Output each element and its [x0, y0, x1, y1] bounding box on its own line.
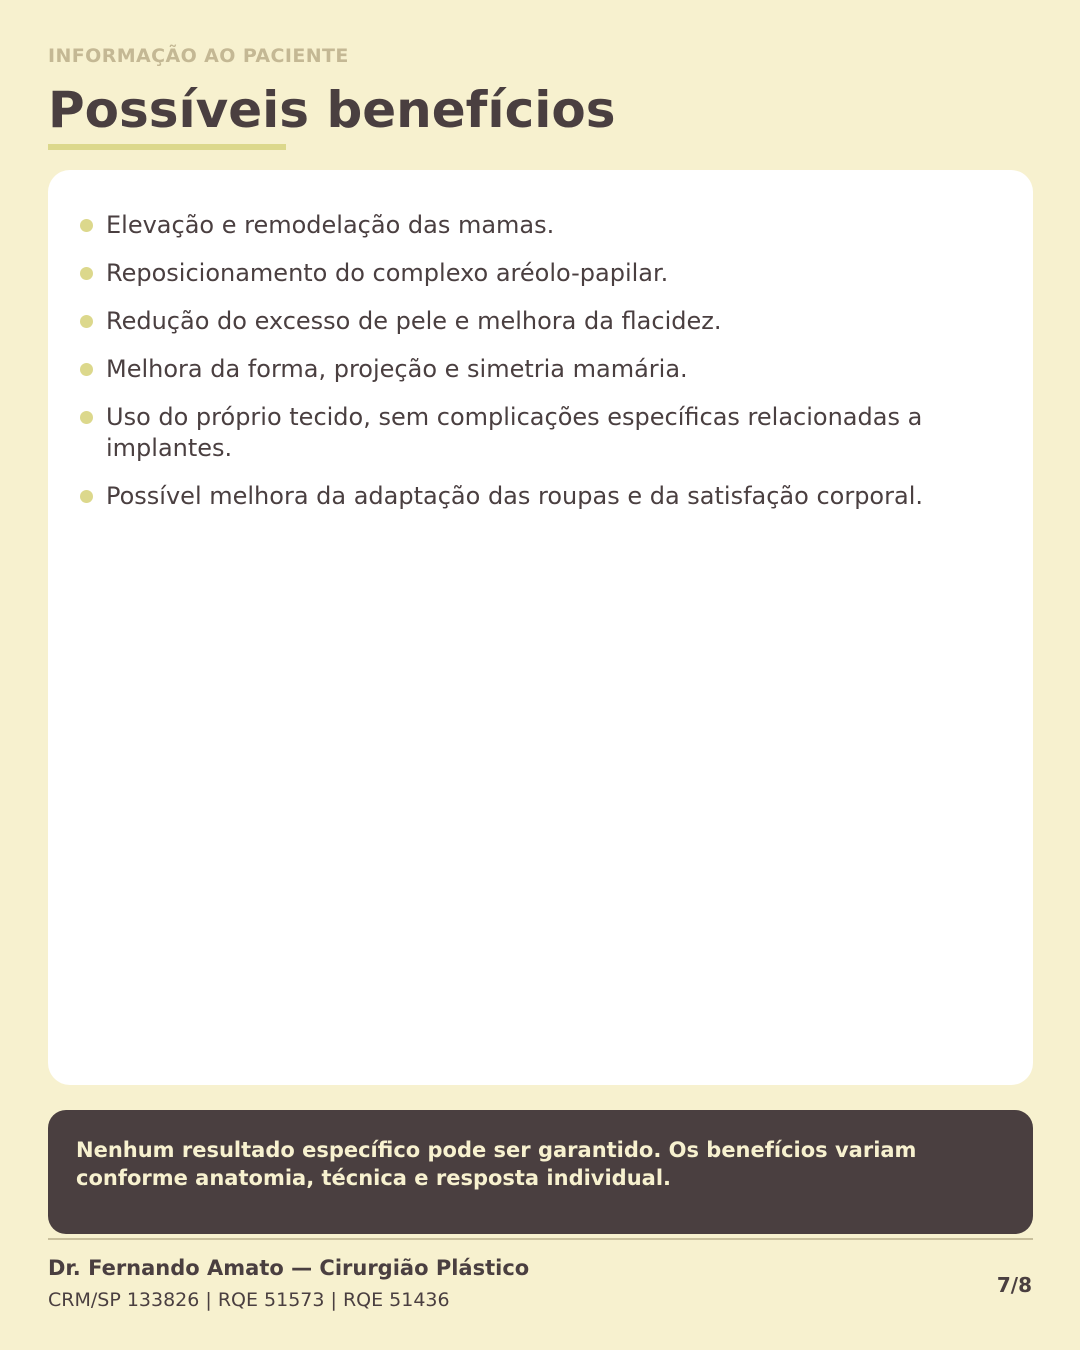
- bullet-icon: [80, 219, 93, 232]
- benefit-item: [48, 481, 1033, 512]
- benefit-text: Possível melhora da adaptação das roupas e da satisfação corporal.: [106, 482, 923, 510]
- disclaimer-box: [48, 1110, 1033, 1234]
- bullet-icon: [80, 315, 93, 328]
- benefit-text: Redução do excesso de pele e melhora da flacidez.: [106, 307, 722, 335]
- bullet-icon: [80, 411, 93, 424]
- eyebrow-label: INFORMAÇÃO AO PACIENTE: [48, 45, 349, 67]
- benefit-item: [48, 306, 1033, 337]
- benefits-card: [48, 170, 1033, 1085]
- disclaimer-text: Nenhum resultado específico pode ser garantido. Os benefícios variam conforme anatomia, técnica e resposta individual.: [76, 1138, 917, 1190]
- doctor-name: Dr. Fernando Amato — Cirurgião Plástico: [48, 1256, 530, 1280]
- page-title: Possíveis benefícios: [48, 81, 616, 139]
- benefit-text: Uso do próprio tecido, sem complicações específicas relacionadas a implantes.: [106, 403, 923, 462]
- benefit-item: [48, 354, 1033, 385]
- footer-divider: [48, 1238, 1033, 1240]
- page-number: 7/8: [996, 1273, 1032, 1297]
- bullet-icon: [80, 363, 93, 376]
- benefit-text: Reposicionamento do complexo aréolo-papilar.: [106, 259, 669, 287]
- benefit-item: [48, 258, 1033, 289]
- title-underline: [48, 144, 286, 150]
- benefit-text: Elevação e remodelação das mamas.: [106, 211, 555, 239]
- doctor-credentials: CRM/SP 133826 | RQE 51573 | RQE 51436: [48, 1289, 450, 1311]
- bullet-icon: [80, 490, 93, 503]
- benefit-text: Melhora da forma, projeção e simetria mamária.: [106, 355, 688, 383]
- benefits-list: [48, 210, 1033, 529]
- bullet-icon: [80, 267, 93, 280]
- benefit-item: [48, 210, 1033, 241]
- benefit-item: [48, 402, 1033, 464]
